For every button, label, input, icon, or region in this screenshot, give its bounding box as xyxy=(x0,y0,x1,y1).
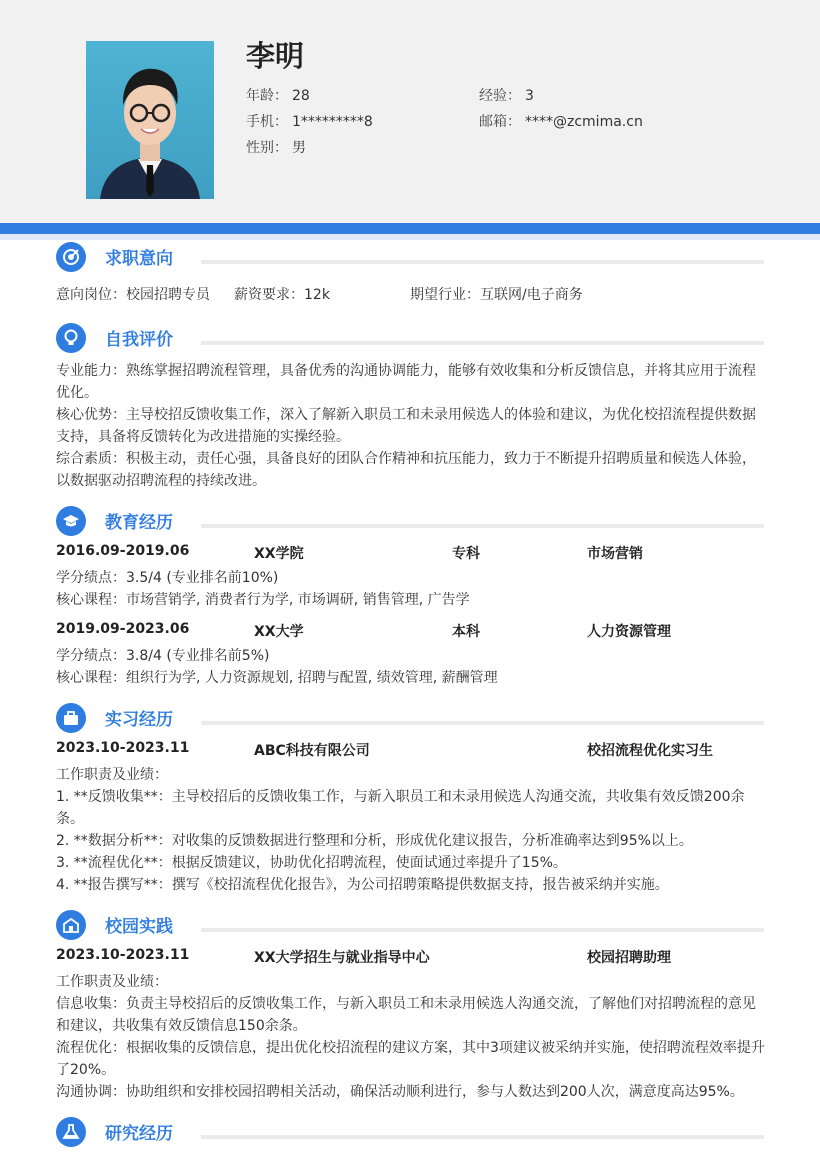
intent-salary: 薪资要求：12k xyxy=(234,287,330,303)
building-icon xyxy=(56,910,86,940)
job-intent-line xyxy=(56,284,766,306)
campus-duty-label: 工作职责及业绩： xyxy=(56,974,168,990)
experience-field xyxy=(479,85,534,105)
edu-gpa: 学分绩点：3.8/4 (专业排名前5%) xyxy=(56,648,270,664)
intern-item: 4. **报告撰写**：撰写《校招流程优化报告》，为公司招聘策略提供数据支持，报告被采纳并实施。 xyxy=(56,877,669,893)
edu-degree: 专科 xyxy=(452,546,480,562)
campus-row xyxy=(56,947,766,969)
gender-label: 性别： xyxy=(246,140,288,156)
section-title: 校园实践 xyxy=(105,917,173,937)
section-divider xyxy=(201,928,764,932)
intern-item: 1. **反馈收集**：主导校招后的反馈收集工作，与新入职员工和未录用候选人沟通交流，共收集有效反馈200余条。 xyxy=(56,789,745,827)
intern-role: 校招流程优化实习生 xyxy=(587,743,713,759)
section-divider xyxy=(201,721,764,725)
intern-item: 3. **流程优化**：根据反馈建议，协助优化招聘流程，使面试通过率提升了15%。 xyxy=(56,855,567,871)
education-row xyxy=(56,543,766,565)
email-label: 邮箱： xyxy=(479,114,521,130)
edu-period: 2016.09-2019.06 xyxy=(56,543,190,559)
gender-value: 男 xyxy=(292,140,306,156)
section-education xyxy=(56,506,764,538)
section-internship xyxy=(56,703,764,735)
graduation-cap-icon xyxy=(56,506,86,536)
briefcase-icon xyxy=(56,703,86,733)
section-divider xyxy=(201,1135,764,1139)
campus-item: 流程优化：根据收集的反馈信息，提出优化校招流程的建议方案，其中3项建议被采纳并实施，使招聘流程效率提升了20%。 xyxy=(56,1040,765,1078)
intern-item: 2. **数据分析**：对收集的反馈数据进行整理和分析，形成优化建议报告，分析准确率达到95%以上。 xyxy=(56,833,693,849)
campus-role: 校园招聘助理 xyxy=(587,950,671,966)
section-title: 教育经历 xyxy=(105,513,173,533)
phone-field xyxy=(246,111,373,131)
age-label: 年龄： xyxy=(246,88,288,104)
campus-item: 信息收集：负责主导校招后的反馈收集工作，与新入职员工和未录用候选人沟通交流，了解他们对招聘流程的意见和建议，共收集有效反馈信息150余条。 xyxy=(56,996,756,1034)
education-row xyxy=(56,621,766,643)
edu-gpa: 学分绩点：3.5/4 (专业排名前10%) xyxy=(56,570,279,586)
email-field xyxy=(479,111,643,131)
edu-school: XX大学 xyxy=(254,624,304,640)
age-field xyxy=(246,85,310,105)
email-value: ****@zcmima.cn xyxy=(525,114,643,130)
edu-major: 人力资源管理 xyxy=(587,624,671,640)
target-icon xyxy=(56,242,86,272)
header-accent-underband xyxy=(0,234,820,240)
campus-org: XX大学招生与就业指导中心 xyxy=(254,950,430,966)
section-divider xyxy=(201,524,764,528)
self-eval-professional: 专业能力：熟练掌握招聘流程管理，具备优秀的沟通协调能力，能够有效收集和分析反馈信息，并将其应用于流程优化。 xyxy=(56,363,756,401)
profile-photo xyxy=(86,41,214,199)
section-divider xyxy=(201,341,764,345)
intern-duty-label: 工作职责及业绩： xyxy=(56,767,168,783)
resume-header xyxy=(0,0,820,223)
internship-row xyxy=(56,740,766,762)
self-eval-quality: 综合素质：积极主动，责任心强，具备良好的团队合作精神和抗压能力，致力于不断提升招聘质量和候选人体验，以数据驱动招聘流程的持续改进。 xyxy=(56,451,756,489)
edu-degree: 本科 xyxy=(452,624,480,640)
bulb-icon xyxy=(56,323,86,353)
edu-courses: 核心课程：组织行为学, 人力资源规划, 招聘与配置, 绩效管理, 薪酬管理 xyxy=(56,670,498,686)
section-title: 自我评价 xyxy=(105,330,173,350)
intent-position: 意向岗位：校园招聘专员 xyxy=(56,287,210,303)
phone-label: 手机： xyxy=(246,114,288,130)
section-research xyxy=(56,1117,764,1149)
self-eval-strength: 核心优势：主导校招反馈收集工作，深入了解新入职员工和未录用候选人的体验和建议，为优化校招流程提供数据支持，具备将反馈转化为改进措施的实操经验。 xyxy=(56,407,756,445)
age-value: 28 xyxy=(292,88,310,104)
section-title: 实习经历 xyxy=(105,710,173,730)
header-accent-band xyxy=(0,223,820,234)
edu-courses: 核心课程：市场营销学, 消费者行为学, 市场调研, 销售管理, 广告学 xyxy=(56,592,470,608)
intent-industry: 期望行业：互联网/电子商务 xyxy=(410,287,583,303)
section-title: 求职意向 xyxy=(105,249,173,269)
campus-item: 沟通协调：协助组织和安排校园招聘相关活动，确保活动顺利进行，参与人数达到200人次，满意度高达95%。 xyxy=(56,1084,744,1100)
candidate-name: 李明 xyxy=(246,39,305,73)
intern-period: 2023.10-2023.11 xyxy=(56,740,190,756)
flask-icon xyxy=(56,1117,86,1147)
gender-field xyxy=(246,137,306,157)
edu-period: 2019.09-2023.06 xyxy=(56,621,190,637)
campus-period: 2023.10-2023.11 xyxy=(56,947,190,963)
experience-label: 经验： xyxy=(479,88,521,104)
section-title: 研究经历 xyxy=(105,1124,173,1144)
intern-company: ABC科技有限公司 xyxy=(254,743,370,759)
edu-school: XX学院 xyxy=(254,546,304,562)
section-divider xyxy=(201,260,764,264)
section-campus-practice xyxy=(56,910,764,942)
edu-major: 市场营销 xyxy=(587,546,643,562)
phone-value: 1*********8 xyxy=(292,114,373,130)
experience-value: 3 xyxy=(525,88,534,104)
section-self-evaluation xyxy=(56,323,764,355)
section-job-intent xyxy=(56,242,764,274)
